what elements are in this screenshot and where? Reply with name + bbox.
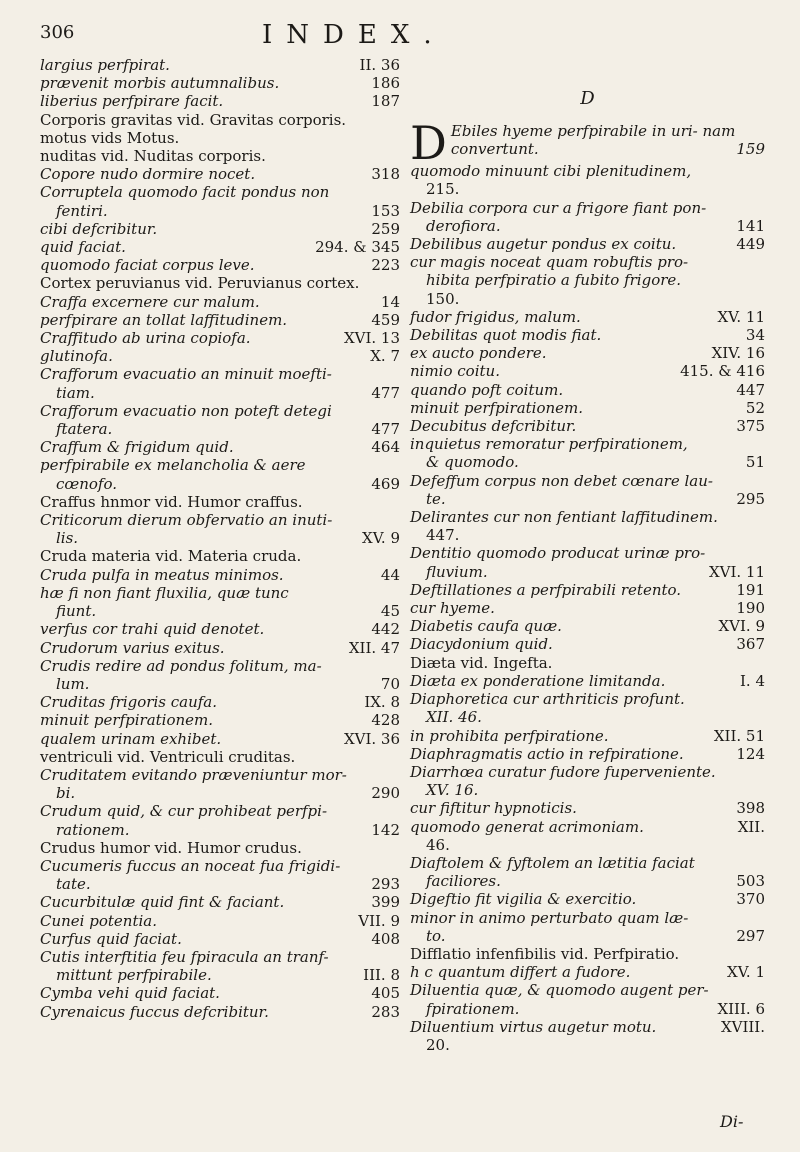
entry-text: Debilitas quot modis fiat.: [410, 326, 602, 345]
index-entry: [40, 802, 400, 820]
index-entry: [410, 271, 765, 289]
entry-text: fpirationem.: [426, 999, 520, 1018]
index-entry: [410, 162, 765, 180]
entry-text: motus vids Motus.: [40, 128, 180, 147]
entry-text: glutinofa.: [40, 347, 113, 366]
index-entry: [410, 818, 765, 836]
entry-text: hibita perfpiratio a fubito frigore.: [426, 271, 682, 290]
entry-page: 159: [736, 140, 765, 159]
entry-page: 34: [745, 326, 765, 345]
index-entry: [40, 839, 400, 857]
entry-page: 370: [736, 890, 765, 909]
index-entry: [40, 238, 400, 256]
entry-page: 191: [736, 580, 765, 599]
entry-text: Cucurbitulæ quid fint & faciant.: [40, 893, 285, 912]
entry-text: Diluentia quæ, & quomodo augent per-: [410, 981, 709, 1000]
entry-text: lis.: [56, 529, 79, 548]
entry-page: 295: [736, 489, 765, 508]
index-entry: [410, 526, 765, 544]
index-entry: [40, 893, 400, 911]
index-entry: [40, 365, 400, 383]
entry-text: Criticorum dierum obfervatio an inuti-: [40, 511, 333, 530]
index-entry: [40, 329, 400, 347]
entry-text: 20.: [426, 1035, 450, 1054]
entry-text: perfpirare an tollat laffitudinem.: [40, 310, 288, 329]
entry-page: 153: [371, 201, 400, 220]
entry-page: 442: [371, 620, 400, 639]
entry-text: cur fiftitur hypnoticis.: [410, 799, 577, 818]
index-entry: [40, 602, 400, 620]
entry-text: derofiora.: [426, 216, 501, 235]
entry-page: II. 36: [359, 56, 400, 74]
index-entry: [40, 748, 400, 766]
entry-page: 375: [736, 417, 765, 436]
index-entry: [410, 472, 765, 490]
index-entry: [40, 438, 400, 456]
index-entry: [40, 984, 400, 1002]
entry-text: cœnofo.: [56, 474, 118, 493]
entry-text: cur hyeme.: [410, 599, 495, 618]
index-entry: [410, 945, 765, 963]
index-entry: [40, 1003, 400, 1021]
index-entry: [410, 1000, 765, 1018]
index-entry: [40, 493, 400, 511]
index-entry: [40, 639, 400, 657]
entry-text: Delirantes cur non fentiant laffitudinem.: [410, 508, 718, 527]
entry-text: Debilibus augetur pondus ex coitu.: [410, 235, 677, 254]
entry-text: bi.: [56, 784, 76, 803]
index-entry: [40, 966, 400, 984]
entry-text: quando poft coitum.: [410, 380, 564, 399]
index-entry: [40, 274, 400, 292]
entry-page: 70: [380, 674, 400, 693]
index-entry: [40, 784, 400, 802]
index-entry: [410, 963, 765, 981]
entry-page: 503: [736, 872, 765, 891]
entry-text: Cymba vehi quid faciat.: [40, 984, 220, 1003]
entry-page: IX. 8: [364, 693, 400, 712]
index-entry: [410, 654, 765, 672]
entry-text: Curfus quid faciat.: [40, 929, 182, 948]
index-entry: [410, 326, 765, 344]
entry-page: 290: [371, 784, 400, 803]
entry-text: prævenit morbis autumnalibus.: [40, 74, 280, 93]
entry-page: 318: [371, 165, 400, 184]
entry-page: 142: [371, 820, 400, 839]
index-entry: [410, 563, 765, 581]
entry-text: ex aucto pondere.: [410, 344, 547, 363]
entry-text: te.: [426, 489, 446, 508]
entry-text: & quomodo.: [426, 453, 519, 472]
entry-text: largius perfpirat.: [40, 56, 170, 74]
entry-text: fluvium.: [426, 562, 488, 581]
index-entry: [410, 872, 765, 890]
index-entry: [40, 547, 400, 565]
entry-text: Craffus hnmor vid. Humor craffus.: [40, 492, 303, 511]
entry-text: 447.: [426, 526, 460, 545]
index-entry: [410, 927, 765, 945]
entry-text: XII. 46.: [426, 708, 482, 727]
entry-text: Cruda pulfa in meatus minimos.: [40, 565, 284, 584]
entry-page: 447: [736, 380, 765, 399]
index-entry: [410, 490, 765, 508]
entry-page: 398: [736, 799, 765, 818]
entry-text: Cruditatem evitando præveniuntur mor-: [40, 765, 347, 784]
index-entry: [410, 253, 765, 271]
entry-text: fudor frigidus, malum.: [410, 307, 581, 326]
index-entry: [40, 529, 400, 547]
catchword: Di-: [720, 1112, 744, 1131]
entry-page: XIII. 6: [717, 999, 765, 1018]
entry-text: perfpirabile ex melancholia & aere: [40, 456, 306, 475]
entry-text: tate.: [56, 875, 91, 894]
entry-text: fiunt.: [56, 602, 97, 621]
entry-text: Cruditas frigoris caufa.: [40, 693, 217, 712]
entry-page: 52: [745, 398, 765, 417]
index-entry: [410, 799, 765, 817]
index-entry: [410, 362, 765, 380]
entry-text: qualem urinam exhibet.: [40, 729, 222, 748]
entry-page: 428: [371, 711, 400, 730]
entry-text: hæ fi non fiant fluxilia, quæ tunc: [40, 583, 289, 602]
entry-text: ventriculi vid. Ventriculi cruditas.: [40, 747, 296, 766]
page-header: [40, 20, 760, 60]
entry-page: 469: [371, 474, 400, 493]
index-entry: [40, 730, 400, 748]
entry-text: to.: [426, 926, 446, 945]
index-entry: [40, 657, 400, 675]
entry-page: 399: [371, 893, 400, 912]
entry-text: Diluentium virtus augetur motu.: [410, 1017, 657, 1036]
entry-text: Cyrenaicus fuccus defcribitur.: [40, 1002, 269, 1021]
entry-text: Crudum quid, & cur prohibeat perfpi-: [40, 802, 328, 821]
entry-text: Ebiles hyeme perfpirabile in uri- nam convertunt.: [450, 122, 736, 159]
index-entry: [410, 909, 765, 927]
index-entry: [40, 92, 400, 110]
entry-text: Diaphragmatis actio in refpiratione.: [410, 744, 684, 763]
index-entry: [410, 399, 765, 417]
index-entry: [40, 675, 400, 693]
entry-page: XV. 11: [717, 307, 765, 326]
index-entry: [410, 290, 765, 308]
entry-text: Craffum & frigidum quid.: [40, 438, 234, 457]
index-entry: [410, 890, 765, 908]
entry-text: 46.: [426, 835, 450, 854]
entry-text: nimio coitu.: [410, 362, 500, 381]
entry-text: Copore nudo dormire nocet.: [40, 165, 256, 184]
drop-cap: D: [410, 116, 447, 171]
entry-text: Decubitus defcribitur.: [410, 417, 577, 436]
entry-page: XV. 9: [362, 529, 400, 548]
entry-text: quomodo faciat corpus leve.: [40, 256, 255, 275]
entry-page: 187: [371, 92, 400, 111]
index-entry: [40, 711, 400, 729]
entry-text: minor in animo perturbato quam læ-: [410, 908, 689, 927]
index-entry: [410, 235, 765, 253]
entry-page: 186: [371, 74, 400, 93]
entry-text: Crudis redire ad pondus folitum, ma-: [40, 656, 322, 675]
entry-page: XII.: [737, 817, 765, 836]
entry-page: XV. 1: [727, 963, 765, 982]
entry-text: 215.: [426, 180, 460, 199]
entry-text: rationem.: [56, 820, 130, 839]
entry-text: h c quantum differt a fudore.: [410, 963, 631, 982]
entry-page: 405: [371, 984, 400, 1003]
entry-text: Diabetis caufa quæ.: [410, 617, 562, 636]
entry-page: III. 8: [363, 966, 400, 985]
index-entry: [40, 220, 400, 238]
index-entry: [40, 293, 400, 311]
entry-text: tiam.: [56, 383, 95, 402]
index-entry: [40, 912, 400, 930]
page-title: INDEX.: [262, 20, 446, 50]
index-entry: [40, 948, 400, 966]
entry-text: Diacydonium quid.: [410, 635, 553, 654]
entry-page: 297: [736, 926, 765, 945]
index-entry: [410, 453, 765, 471]
section-letter: D: [580, 88, 595, 109]
index-entry: [410, 617, 765, 635]
entry-text: Defeffum corpus non debet cœnare lau-: [410, 471, 713, 490]
entry-text: Crudorum varius exitus.: [40, 638, 225, 657]
entry-text: Cruda materia vid. Materia cruda.: [40, 547, 302, 566]
index-entry: [410, 690, 765, 708]
index-entry: [40, 875, 400, 893]
index-entry: [40, 420, 400, 438]
index-entry: [40, 147, 400, 165]
index-entry: [410, 508, 765, 526]
entry-text: Crudus humor vid. Humor crudus.: [40, 838, 302, 857]
entry-page: XII. 47: [348, 638, 400, 657]
index-entry: [410, 180, 765, 198]
entry-page: 464: [371, 438, 400, 457]
entry-text: Diaphoretica cur arthriticis profunt.: [410, 690, 685, 709]
index-entry: [40, 456, 400, 474]
index-entry: [410, 417, 765, 435]
index-entry: [410, 1036, 765, 1054]
index-entry: [40, 766, 400, 784]
entry-page: XVIII.: [720, 1017, 765, 1036]
index-entry: [40, 584, 400, 602]
entry-text: Deftillationes a perfpirabili retento.: [410, 580, 682, 599]
entry-text: in prohibita perfpiratione.: [410, 726, 609, 745]
entry-page: 294. & 345: [315, 238, 400, 257]
entry-text: Cunei potentia.: [40, 911, 157, 930]
index-entry: [40, 930, 400, 948]
index-entry: [40, 384, 400, 402]
entry-text: mittunt perfpirabile.: [56, 966, 212, 985]
right-entries: [410, 162, 765, 1054]
index-entry: [410, 581, 765, 599]
entry-page: 190: [736, 599, 765, 618]
entry-text: XV. 16.: [426, 781, 479, 800]
entry-text: Cortex peruvianus vid. Peruvianus cortex.: [40, 274, 360, 293]
index-entry: [40, 693, 400, 711]
entry-text: cur magis noceat quam robuftis pro-: [410, 253, 689, 272]
entry-page: 259: [371, 219, 400, 238]
entry-text: Diarrhœa curatur fudore fuperveniente.: [410, 762, 716, 781]
index-entry: [40, 821, 400, 839]
entry-page: XVI. 9: [718, 617, 765, 636]
index-entry: [410, 435, 765, 453]
index-entry: [410, 599, 765, 617]
entry-text: quomodo minuunt cibi plenitudinem,: [410, 162, 692, 181]
entry-page: XVI. 36: [343, 729, 400, 748]
index-entry: [410, 672, 765, 690]
entry-page: 45: [380, 602, 400, 621]
entry-text: verfus cor trahi quid denotet.: [40, 620, 265, 639]
entry-text: quid faciat.: [40, 238, 126, 257]
entry-page: 223: [371, 256, 400, 275]
entry-page: 459: [371, 310, 400, 329]
entry-text: Cutis interftitia feu fpiracula an tranf-: [40, 947, 329, 966]
index-entry: [40, 475, 400, 493]
left-column: [40, 56, 400, 1021]
index-entry: [40, 620, 400, 638]
entry-page: 283: [371, 1002, 400, 1021]
index-entry: [40, 74, 400, 92]
entry-text: Crafforum evacuatio an minuit moefti-: [40, 365, 332, 384]
entry-page: VII. 9: [358, 911, 400, 930]
entry-page: 415. & 416: [680, 362, 765, 381]
entry-page: 14: [380, 292, 400, 311]
index-entry: [40, 129, 400, 147]
entry-text: Dentitio quomodo producat urinæ pro-: [410, 544, 706, 563]
index-entry: [40, 256, 400, 274]
entry-text: liberius perfpirare facit.: [40, 92, 224, 111]
index-entry: [40, 165, 400, 183]
index-entry: [40, 402, 400, 420]
index-entry: [410, 544, 765, 562]
index-entry: [40, 566, 400, 584]
index-entry: [40, 511, 400, 529]
entry-text: quomodo generat acrimoniam.: [410, 817, 644, 836]
entry-page: I. 4: [739, 671, 765, 690]
entry-text: Corporis gravitas vid. Gravitas corporis.: [40, 110, 347, 129]
entry-text: Corruptela quomodo facit pondus non: [40, 183, 330, 202]
index-entry: [40, 183, 400, 201]
entry-page: XII. 51: [713, 726, 765, 745]
entry-text: fentiri.: [56, 201, 108, 220]
entry-page: 44: [380, 565, 400, 584]
entry-page: 477: [371, 383, 400, 402]
index-entry: [410, 781, 765, 799]
entry-page: X. 7: [370, 347, 400, 366]
page-number: 306: [40, 22, 75, 43]
index-entry: [410, 763, 765, 781]
entry-text: minuit perfpirationem.: [410, 398, 584, 417]
entry-page: 367: [736, 635, 765, 654]
entry-page: XIV. 16: [711, 344, 765, 363]
entry-text: Crafforum evacuatio non poteft detegi: [40, 401, 332, 420]
entry-text: Debilia corpora cur a frigore fiant pon-: [410, 198, 707, 217]
index-entry: [410, 635, 765, 653]
entry-page: 477: [371, 420, 400, 439]
entry-text: Diaftolem & fyftolem an lætitia faciat: [410, 853, 695, 872]
index-entry: [40, 202, 400, 220]
entry-text: inquietus remoratur perfpirationem,: [410, 435, 688, 454]
entry-text: Difflatio infenfibilis vid. Perfpiratio.: [410, 944, 680, 963]
right-column: [410, 84, 765, 1054]
entry-text: Digeftio fit vigilia & exercitio.: [410, 890, 637, 909]
entry-text: nuditas vid. Nuditas corporis.: [40, 147, 266, 166]
entry-text: 150.: [426, 289, 460, 308]
index-entry: [410, 199, 765, 217]
entry-page: 449: [736, 235, 765, 254]
entry-text: faciliores.: [426, 872, 501, 891]
index-entry: [40, 56, 400, 74]
entry-text: ftatera.: [56, 420, 113, 439]
index-entry: [410, 854, 765, 872]
index-entry: [410, 217, 765, 235]
entry-text: Cucumeris fuccus an noceat fua frigidi-: [40, 856, 341, 875]
entry-text: Craffitudo ab urina copiofa.: [40, 329, 251, 348]
index-entry: [40, 311, 400, 329]
index-entry: [40, 111, 400, 129]
entry-text: cibi defcribitur.: [40, 219, 158, 238]
entry-page: 293: [371, 875, 400, 894]
entry-text: Diæta vid. Ingefta.: [410, 653, 553, 672]
entry-text: minuit perfpirationem.: [40, 711, 214, 730]
index-entry: [410, 836, 765, 854]
index-entry: [410, 308, 765, 326]
index-entry: [410, 116, 765, 171]
entry-page: 124: [736, 744, 765, 763]
entry-page: 141: [736, 216, 765, 235]
entry-page: 51: [745, 453, 765, 472]
index-entry: [410, 344, 765, 362]
entry-text: Diæta ex ponderatione limitanda.: [410, 671, 666, 690]
entry-text: lum.: [56, 674, 90, 693]
entry-text: Craffa excernere cur malum.: [40, 292, 260, 311]
index-entry: [410, 727, 765, 745]
index-entry: [40, 347, 400, 365]
entry-page: 408: [371, 929, 400, 948]
index-entry: [40, 857, 400, 875]
entry-page: XVI. 13: [343, 329, 400, 348]
index-entry: [410, 381, 765, 399]
entry-page: XVI. 11: [708, 562, 765, 581]
index-entry: [410, 1018, 765, 1036]
index-entry: [410, 981, 765, 999]
index-entry: [410, 708, 765, 726]
index-entry: [410, 745, 765, 763]
